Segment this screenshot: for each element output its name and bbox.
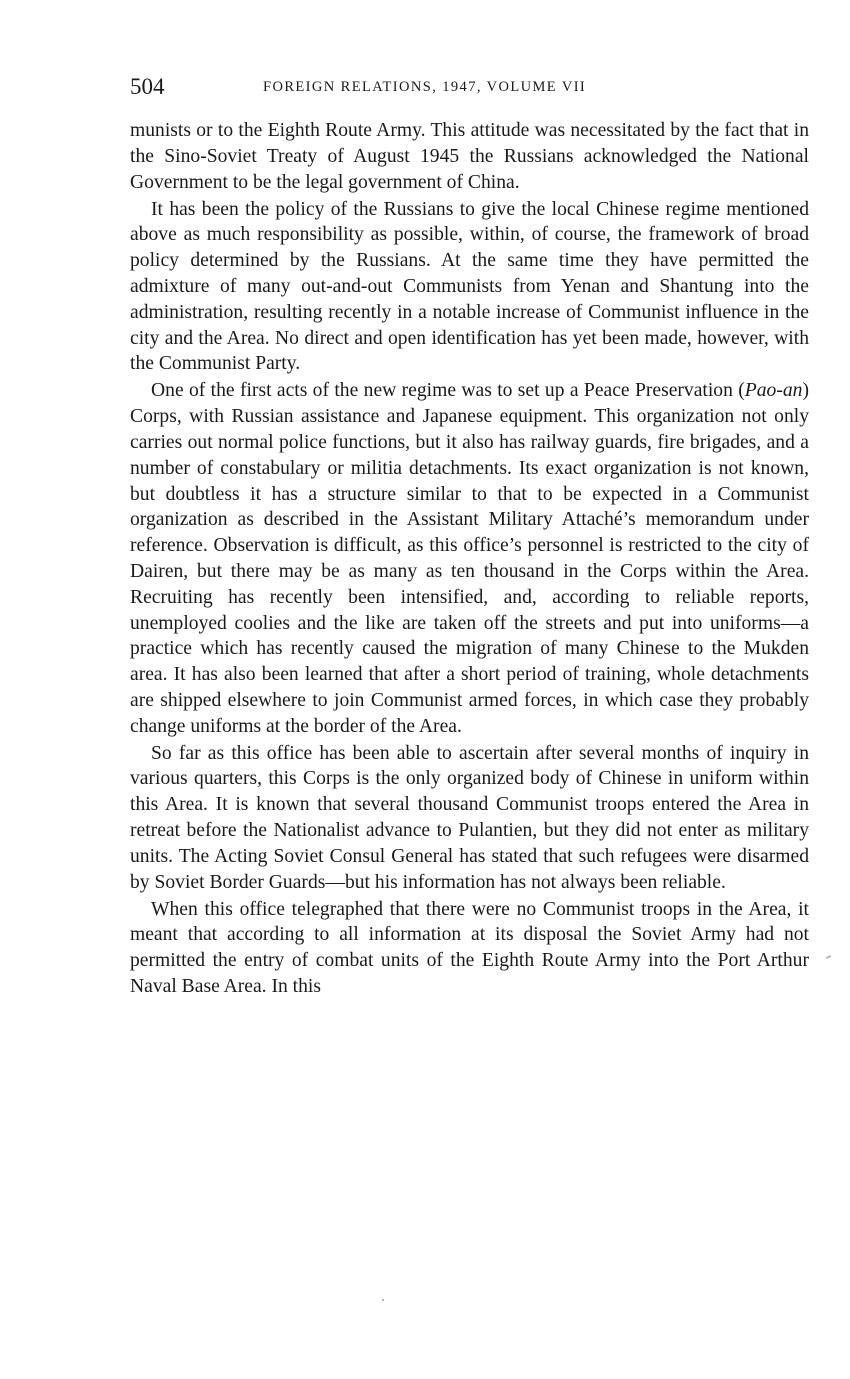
paragraph-5-text: When this office telegraphed that there were no Communist troops in the Area, it meant that according to all information at its disposal the Soviet Army had not permitted the entry of combat units of the Eighth Route Army into the Port Arthur Naval Base Area. In this xyxy=(130,898,809,998)
paragraph-3-text-start: One of the first acts of the new regime was to set up a Peace Preservation ( xyxy=(151,380,745,402)
paragraph-1 xyxy=(130,118,809,195)
body-text xyxy=(130,118,809,1001)
paragraph-4-text: So far as this office has been able to ascertain after several months of inquiry in various quarters, this Corps is the only organized body of Chinese in uniform within this Area. It is known that several thousand Communist troops entered the Area in retreat before the Nationalist advance to Pulantien, but they did not enter as military units. The Acting Soviet Consul General has stated that such refugees were disarmed by Soviet Border Guards—but his information has not always been reliable. xyxy=(130,742,809,893)
paragraph-4 xyxy=(130,741,809,896)
page-number: 504 xyxy=(130,74,165,99)
running-head xyxy=(130,70,810,104)
paragraph-3-text-rest: ) Corps, with Russian assistance and Japanese equipment. This organization not only carries out normal police functions, but it also has railway guards, fire brigades, and a number of constabulary or militia detachments. Its exact organization is not known, but doubtless it has a structure similar to that to be expected in a Communist organization as described in the Assistant Military Attaché’s memorandum under reference. Observation is difficult, as this office’s personnel is restricted to the city of Dairen, but there may be as many as ten thousand in the Corps within the Area. Recruiting has recently been intensified, and, according to reliable reports, unemployed coolies and the like are taken off the streets and put into uniforms—a practice which has recently caused the migration of many Chinese to the Mukden area. It has also been learned that after a short period of training, whole detachments are shipped elsewhere to join Communist armed forces, in which case they probably change uniforms at the border of the Area. xyxy=(130,380,809,737)
scan-mark xyxy=(826,955,831,959)
paragraph-3-italic-term: Pao-an xyxy=(744,380,803,402)
scan-speck xyxy=(382,1299,384,1301)
paragraph-2-text: It has been the policy of the Russians to give the local Chinese regime mentioned above as much responsibility as possible, within, of course, the framework of broad policy determined by the Russians. At the same time they have permitted the admixture of many out-and-out Communists from Yenan and Shantung into the administration, resulting recently in a notable increase of Communist influence in the city and the Area. No direct and open identification has yet been made, however, with the Communist Party. xyxy=(130,198,809,375)
paragraph-1-text: munists or to the Eighth Route Army. This attitude was necessitated by the fact that in the Sino-Soviet Treaty of August 1945 the Russians acknowledged the National Government to be the legal government of China. xyxy=(130,120,809,193)
paragraph-5 xyxy=(130,897,809,1000)
paragraph-2 xyxy=(130,197,809,378)
running-head-title: FOREIGN RELATIONS, 1947, VOLUME VII xyxy=(263,79,587,95)
paragraph-3 xyxy=(130,378,809,739)
